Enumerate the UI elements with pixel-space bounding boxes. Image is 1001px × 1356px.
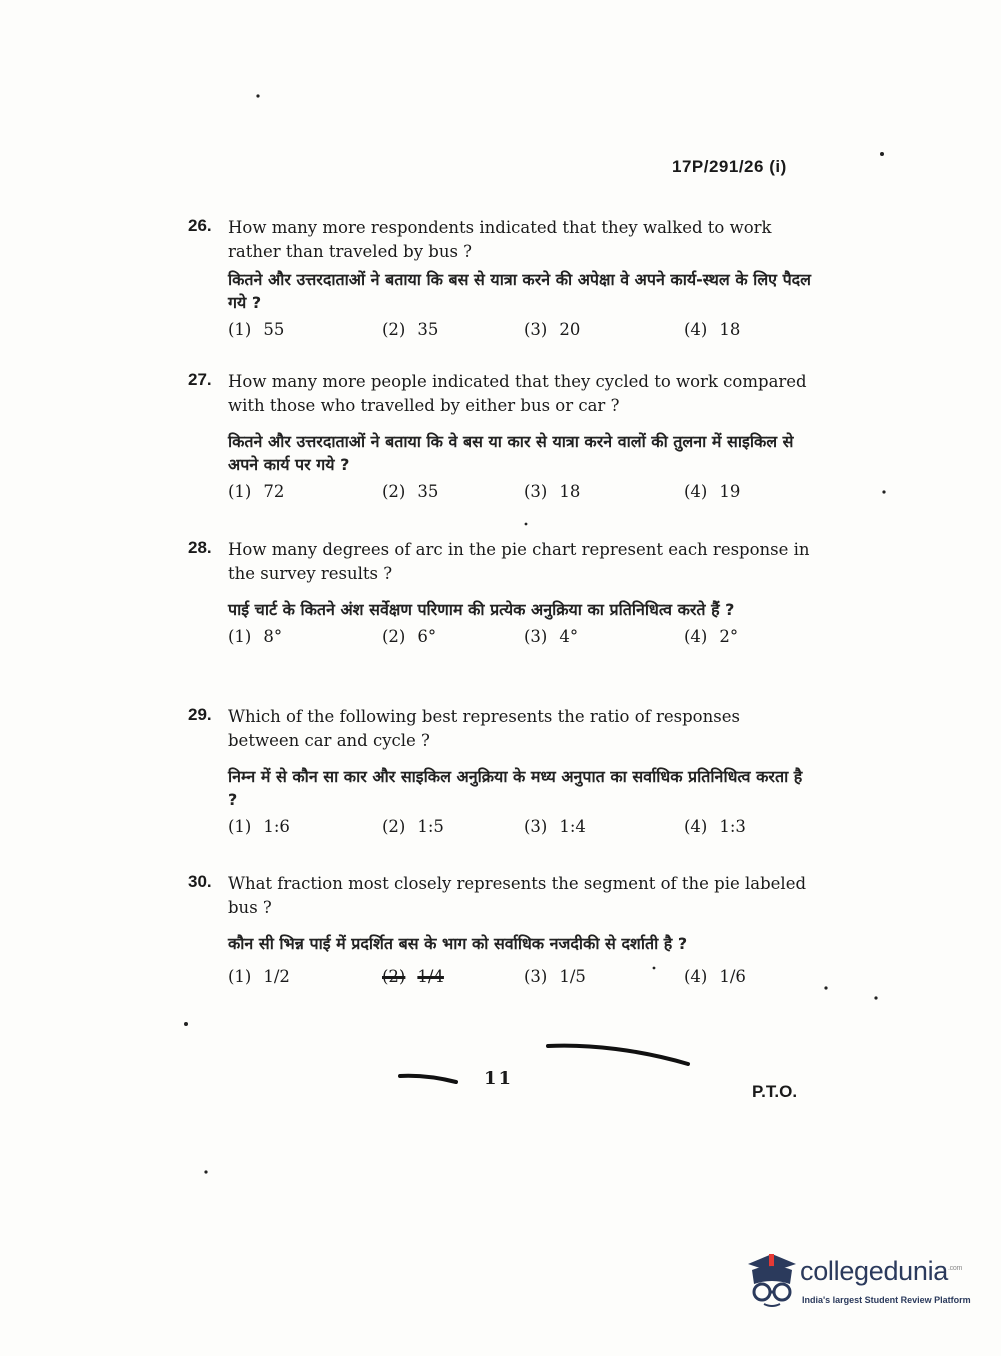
question-number: 28.: [188, 538, 212, 557]
option-2: (2) 35: [382, 320, 439, 339]
question-text-english: What fraction most closely represents the segment of the pie labeled bus ?: [228, 874, 807, 917]
page-number: 11: [484, 1068, 514, 1089]
option-3: (3) 20: [524, 320, 581, 339]
option-1: (1) 55: [228, 320, 285, 339]
question-number: 29.: [188, 705, 212, 724]
question-text-hindi: पाई चार्ट के कितने अंश सर्वेक्षण परिणाम की प्रत्येक अनुक्रिया का प्रतिनिधित्व करते हैं ?: [228, 600, 735, 619]
question-number: 27.: [188, 370, 212, 389]
option-4: (4) 19: [684, 482, 741, 501]
question-text-hindi: कौन सी भिन्न पाई में प्रदर्शित बस के भाग को सर्वाधिक नजदीकी से दर्शाती है ?: [228, 934, 688, 953]
collegedunia-watermark: [742, 1248, 972, 1318]
option-2: (2) 6°: [382, 627, 437, 646]
option-1: (1) 1:6: [228, 817, 290, 836]
question-number: 26.: [188, 216, 212, 235]
option-3: (3) 18: [524, 482, 581, 501]
option-4: (4) 2°: [684, 627, 739, 646]
question-text-english: How many more people indicated that they cycled to work compared with those who travelled by either bus or car ?: [228, 372, 807, 415]
option-4: (4) 18: [684, 320, 741, 339]
question-text-english: Which of the following best represents the ratio of responses between car and cycle ?: [228, 707, 740, 750]
pto-label: P.T.O.: [752, 1082, 798, 1101]
option-1: (1) 8°: [228, 627, 283, 646]
question-text-hindi: कितने और उत्तरदाताओं ने बताया कि बस से यात्रा करने की अपेक्षा वे अपने कार्य-स्थल के लिए पैदल गये ?: [228, 270, 812, 312]
option-3: (3) 4°: [524, 627, 579, 646]
question-text-english: How many degrees of arc in the pie chart represent each response in the survey results ?: [228, 540, 810, 583]
option-2: (2) 35: [382, 482, 439, 501]
option-3: (3) 1/5: [524, 967, 586, 986]
brand-name: collegedunia$^{.com}$: [800, 1256, 963, 1286]
option-2: (2) 1:5: [382, 817, 444, 836]
option-3: (3) 1:4: [524, 817, 586, 836]
option-2-struck: (2) 1/4: [382, 967, 444, 986]
option-4: (4) 1:3: [684, 817, 746, 836]
question-number: 30.: [188, 872, 212, 891]
question-text-hindi: कितने और उत्तरदाताओं ने बताया कि वे बस या कार से यात्रा करने वालों की तुलना में साइकिल से अपने कार्य पर गये ?: [228, 432, 794, 474]
option-1: (1) 72: [228, 482, 285, 501]
option-4: (4) 1/6: [684, 967, 746, 986]
option-1: (1) 1/2: [228, 967, 290, 986]
question-text-hindi: निम्न में से कौन सा कार और साइकिल अनुक्रिया के मध्य अनुपात का सर्वाधिक प्रतिनिधित्व करता है ?: [228, 767, 803, 809]
paper-code: 17P/291/26 (i): [672, 157, 787, 176]
question-text-english: How many more respondents indicated that they walked to work rather than traveled by bus ?: [228, 218, 772, 261]
mascot-icon: [742, 1248, 798, 1312]
brand-tagline: India's largest Student Review Platform: [802, 1295, 971, 1305]
